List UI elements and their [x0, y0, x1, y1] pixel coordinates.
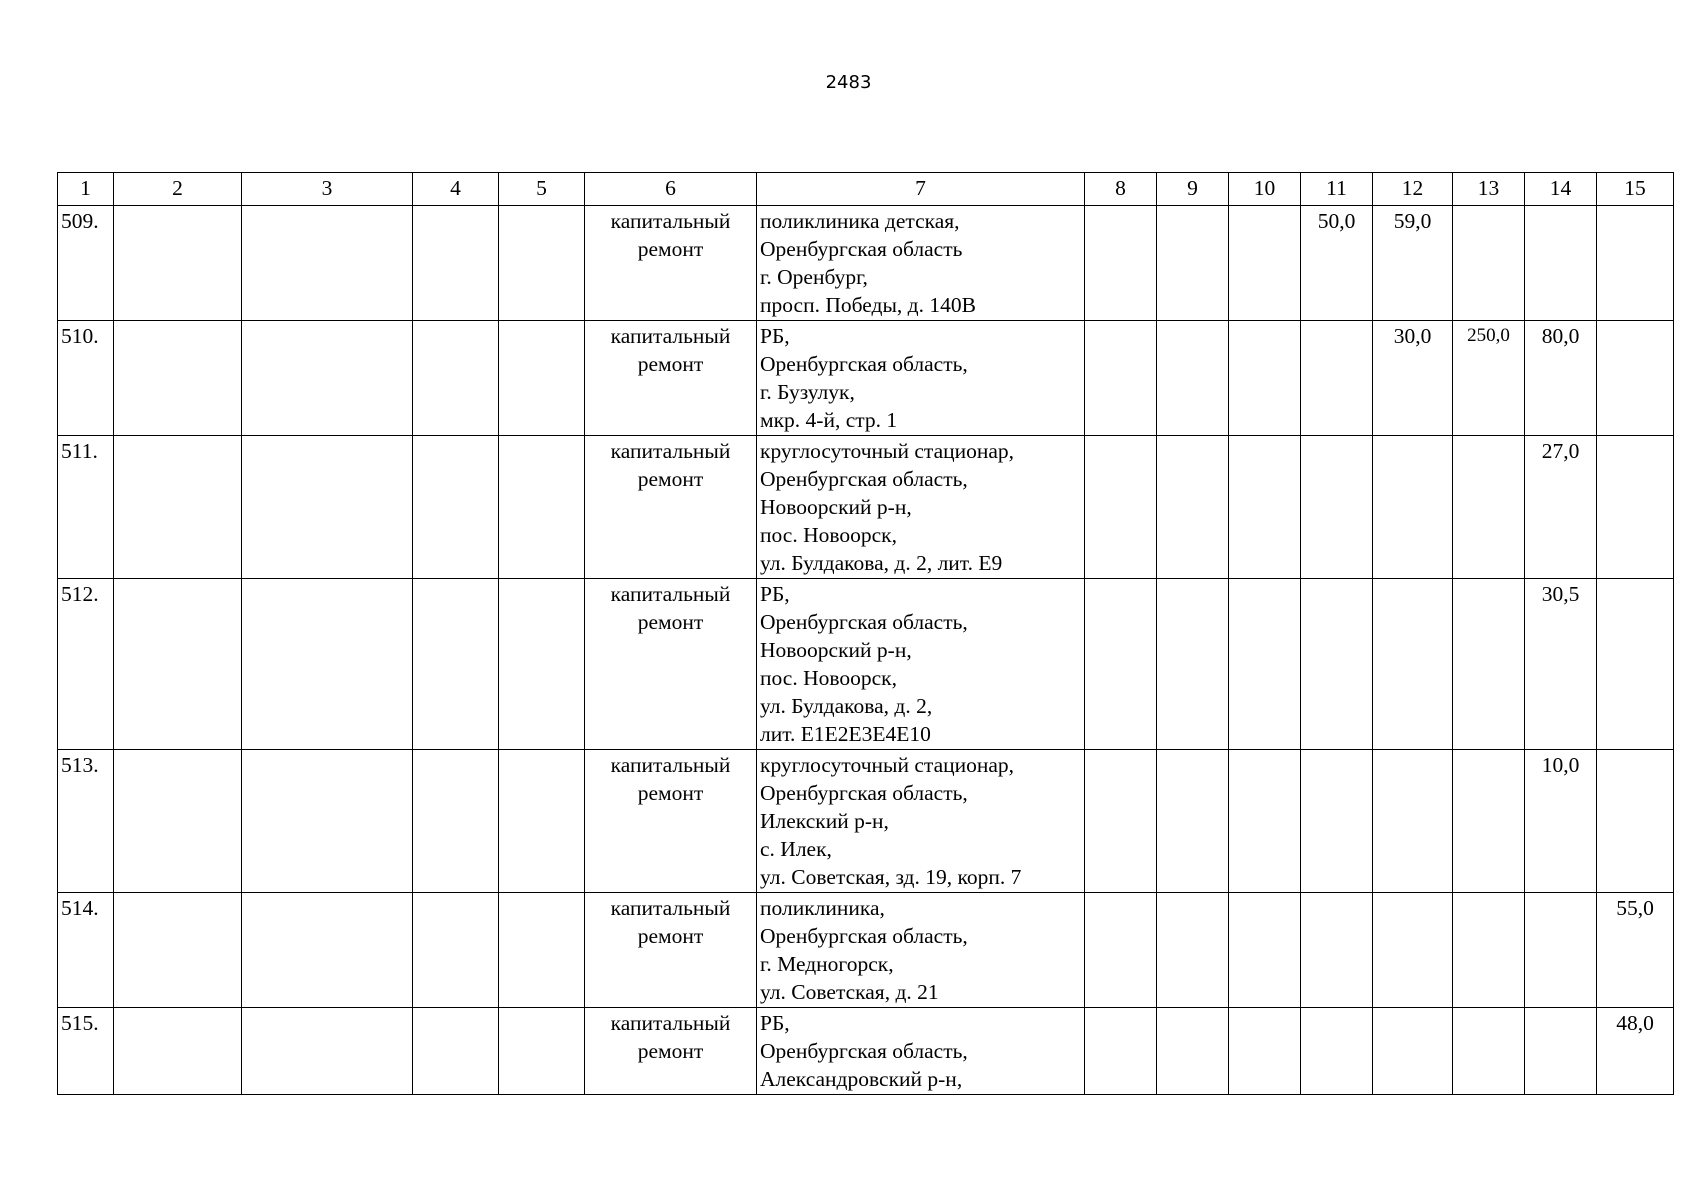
value-cell — [1453, 893, 1525, 1008]
value-cell — [1597, 436, 1674, 579]
column-header: 4 — [413, 173, 499, 206]
value-cell — [1373, 436, 1453, 579]
value-cell — [1453, 579, 1525, 750]
empty-cell — [114, 893, 242, 1008]
value-cell — [1597, 321, 1674, 436]
column-header: 15 — [1597, 173, 1674, 206]
value-cell — [1453, 750, 1525, 893]
row-number: 511. — [58, 436, 114, 579]
value-cell: 48,0 — [1597, 1008, 1674, 1095]
table-row — [58, 321, 1674, 436]
empty-cell — [499, 893, 585, 1008]
table-row — [58, 206, 1674, 321]
column-header: 6 — [585, 173, 757, 206]
value-cell — [1157, 436, 1229, 579]
value-cell: 30,5 — [1525, 579, 1597, 750]
column-header: 10 — [1229, 173, 1301, 206]
empty-cell — [242, 436, 413, 579]
empty-cell — [242, 750, 413, 893]
table-row — [58, 893, 1674, 1008]
work-type: капитальный ремонт — [585, 579, 757, 750]
value-cell — [1085, 893, 1157, 1008]
column-header: 9 — [1157, 173, 1229, 206]
value-cell — [1301, 436, 1373, 579]
value-cell: 30,0 — [1373, 321, 1453, 436]
value-cell — [1597, 579, 1674, 750]
value-cell — [1301, 321, 1373, 436]
value-cell — [1157, 321, 1229, 436]
value-cell — [1229, 893, 1301, 1008]
empty-cell — [242, 206, 413, 321]
empty-cell — [242, 579, 413, 750]
value-cell — [1157, 579, 1229, 750]
value-cell — [1453, 1008, 1525, 1095]
value-cell — [1373, 579, 1453, 750]
empty-cell — [114, 321, 242, 436]
value-cell: 50,0 — [1301, 206, 1373, 321]
object-description: круглосуточный стационар, Оренбургская область, Новоорский р-н, пос. Новоорск, ул. Булдакова, д. 2, лит. Е9 — [757, 436, 1085, 579]
object-description: РБ, Оренбургская область, Новоорский р-н, пос. Новоорск, ул. Булдакова, д. 2, лит. Е1Е2Е3Е4Е10 — [757, 579, 1085, 750]
value-cell: 59,0 — [1373, 206, 1453, 321]
value-cell — [1085, 206, 1157, 321]
value-cell — [1229, 321, 1301, 436]
value-cell — [1373, 750, 1453, 893]
column-header: 1 — [58, 173, 114, 206]
work-type: капитальный ремонт — [585, 893, 757, 1008]
column-header: 3 — [242, 173, 413, 206]
value-cell: 80,0 — [1525, 321, 1597, 436]
value-cell — [1229, 1008, 1301, 1095]
empty-cell — [413, 436, 499, 579]
object-description: РБ, Оренбургская область, Александровский р-н, — [757, 1008, 1085, 1095]
value-cell — [1085, 436, 1157, 579]
row-number: 510. — [58, 321, 114, 436]
empty-cell — [499, 321, 585, 436]
empty-cell — [114, 750, 242, 893]
empty-cell — [413, 321, 499, 436]
table-row — [58, 579, 1674, 750]
empty-cell — [114, 1008, 242, 1095]
work-type: капитальный ремонт — [585, 1008, 757, 1095]
row-number: 513. — [58, 750, 114, 893]
value-cell — [1157, 1008, 1229, 1095]
value-cell — [1229, 206, 1301, 321]
empty-cell — [413, 579, 499, 750]
value-cell — [1229, 436, 1301, 579]
empty-cell — [413, 1008, 499, 1095]
value-cell — [1597, 750, 1674, 893]
value-cell — [1085, 1008, 1157, 1095]
value-cell — [1453, 436, 1525, 579]
column-header: 2 — [114, 173, 242, 206]
work-type: капитальный ремонт — [585, 750, 757, 893]
value-cell — [1373, 1008, 1453, 1095]
row-number: 509. — [58, 206, 114, 321]
value-cell: 10,0 — [1525, 750, 1597, 893]
empty-cell — [413, 750, 499, 893]
object-description: круглосуточный стационар, Оренбургская область, Илекский р-н, с. Илек, ул. Советская, зд. 19, корп. 7 — [757, 750, 1085, 893]
empty-cell — [499, 1008, 585, 1095]
empty-cell — [499, 436, 585, 579]
value-cell — [1525, 206, 1597, 321]
column-header: 13 — [1453, 173, 1525, 206]
row-number: 515. — [58, 1008, 114, 1095]
column-header: 12 — [1373, 173, 1453, 206]
value-cell — [1525, 1008, 1597, 1095]
value-cell: 250,0 — [1453, 321, 1525, 436]
object-description: поликлиника, Оренбургская область, г. Медногорск, ул. Советская, д. 21 — [757, 893, 1085, 1008]
work-type: капитальный ремонт — [585, 436, 757, 579]
work-type: капитальный ремонт — [585, 206, 757, 321]
value-cell: 55,0 — [1597, 893, 1674, 1008]
data-table — [57, 172, 1674, 1095]
value-cell — [1301, 579, 1373, 750]
empty-cell — [499, 206, 585, 321]
value-cell — [1453, 206, 1525, 321]
empty-cell — [499, 579, 585, 750]
value-cell — [1157, 750, 1229, 893]
table-row — [58, 750, 1674, 893]
object-description: поликлиника детская, Оренбургская область г. Оренбург, просп. Победы, д. 140В — [757, 206, 1085, 321]
column-header: 5 — [499, 173, 585, 206]
column-header: 14 — [1525, 173, 1597, 206]
object-description: РБ, Оренбургская область, г. Бузулук, мкр. 4-й, стр. 1 — [757, 321, 1085, 436]
value-cell — [1157, 893, 1229, 1008]
value-cell — [1301, 893, 1373, 1008]
value-cell — [1085, 750, 1157, 893]
work-type: капитальный ремонт — [585, 321, 757, 436]
value-cell — [1229, 750, 1301, 893]
row-number: 512. — [58, 579, 114, 750]
page-number: 2483 — [825, 72, 872, 93]
value-cell — [1157, 206, 1229, 321]
empty-cell — [114, 436, 242, 579]
empty-cell — [242, 893, 413, 1008]
empty-cell — [114, 206, 242, 321]
value-cell — [1085, 579, 1157, 750]
value-cell — [1229, 579, 1301, 750]
value-cell — [1597, 206, 1674, 321]
header-row — [58, 173, 1674, 206]
row-number: 514. — [58, 893, 114, 1008]
value-cell — [1373, 893, 1453, 1008]
empty-cell — [242, 1008, 413, 1095]
table-row — [58, 1008, 1674, 1095]
table-body — [58, 206, 1674, 1095]
value-cell — [1301, 1008, 1373, 1095]
empty-cell — [114, 579, 242, 750]
value-cell: 27,0 — [1525, 436, 1597, 579]
value-cell — [1525, 893, 1597, 1008]
empty-cell — [499, 750, 585, 893]
value-cell — [1301, 750, 1373, 893]
table-row — [58, 436, 1674, 579]
empty-cell — [242, 321, 413, 436]
value-cell — [1085, 321, 1157, 436]
column-header: 7 — [757, 173, 1085, 206]
empty-cell — [413, 893, 499, 1008]
column-header: 8 — [1085, 173, 1157, 206]
column-header: 11 — [1301, 173, 1373, 206]
empty-cell — [413, 206, 499, 321]
